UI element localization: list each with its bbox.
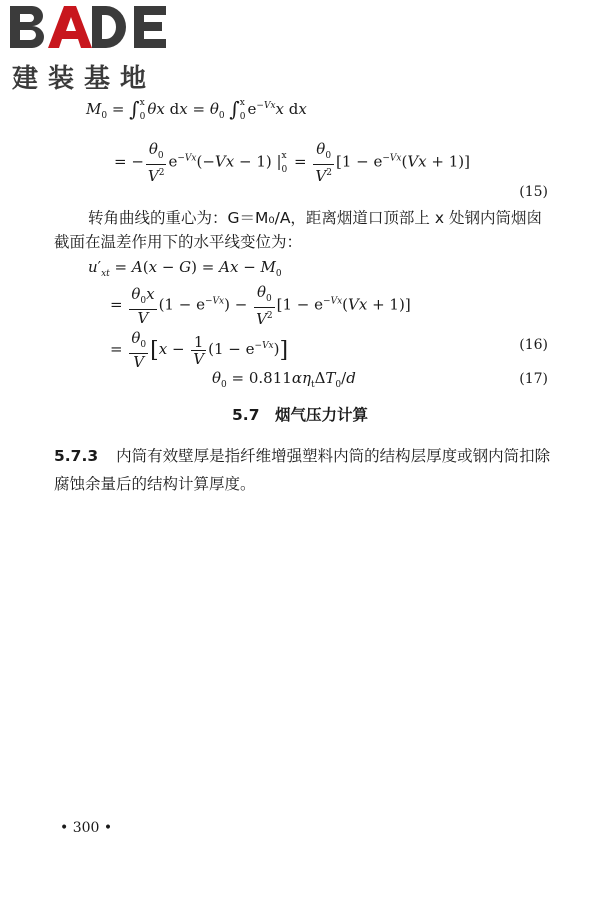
page-number: • 300 • — [60, 820, 113, 836]
equation-16-line-2: = $\frac{\theta_0x}{V}$ $(1 - e^{-Vx})$ − $\frac{\theta_0}{V^2}$ $[1 - e^{-Vx}(Vx + 1)]$ — [110, 283, 411, 328]
bade-logo-mark — [8, 4, 180, 50]
equation-17-number: (17) — [519, 371, 548, 387]
equation-15-line-1: $M_0$ = ∫ x 0 θx dx = $\theta_0$ ∫ x 0 $e^{-Vx}x$ dx — [86, 97, 307, 122]
logo-cjk-text: 建装基地 — [12, 64, 157, 94]
paragraph-displacement: 转角曲线的重心为：G＝M₀/A，距离烟道口顶部上 x 处钢内筒烟囱截面在温差作用下的水平线变位为： — [54, 209, 542, 251]
clause-number: 5.7.3 — [54, 447, 99, 465]
equation-16-number: (16) — [519, 337, 548, 353]
equation-16-line-3: = $\frac{\theta_0}{V}$ [x − $\frac{1}{V}$ $(1 - e^{-Vx})$] — [110, 329, 289, 371]
equation-15-line-2: = − $\frac{\theta_0}{V^2}$ $e^{-Vx}(-Vx - 1)$ | x 0 = $\frac{\theta_0}{V^2}$ $[1 - e^{-Vx}(Vx + 1)]$ — [114, 140, 470, 185]
equation-16-line-1: $u'_{xt} = A(x - G) = Ax - M_0$ — [88, 258, 282, 279]
bade-logo — [8, 4, 183, 94]
equation-17: $\theta_0 = 0.811\alpha\eta_t\Delta T_0/d$ — [212, 369, 356, 390]
clause-text: 内筒有效壁厚是指纤维增强塑料内筒的结构层厚度或钢内筒扣除腐蚀余量后的结构计算厚度。 — [54, 447, 551, 493]
equation-15-number: (15) — [519, 184, 548, 200]
section-heading: 5.7 烟气压力计算 — [232, 406, 368, 424]
clause-5-7-3 — [54, 442, 554, 498]
